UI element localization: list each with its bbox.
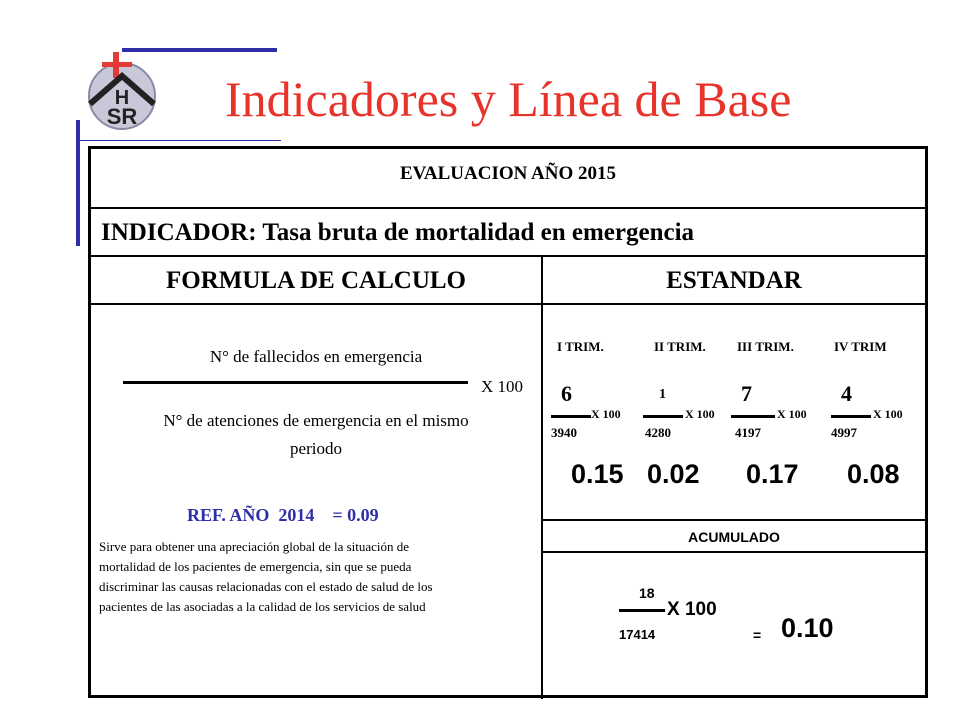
fraction-bar [619,609,665,612]
q4-multiplier: X 100 [873,407,903,421]
q3-multiplier: X 100 [777,407,807,421]
formula-numerator: N° de fallecidos en emergencia [209,347,423,366]
accumulated-numerator: 18 [639,585,655,601]
fraction-bar [831,415,871,418]
svg-text:H: H [114,87,130,109]
fraction-bar [643,415,683,418]
fraction-bar [123,381,468,384]
standard-column-header: ESTANDAR [666,267,802,294]
table-header: EVALUACION AÑO 2015 [399,163,617,184]
divider [91,255,925,257]
q2-result: 0.02 [647,459,700,489]
q3-numerator: 7 [741,381,752,406]
indicator-table [88,146,928,698]
hospital-logo-icon [84,52,162,132]
divider [543,519,925,521]
fraction-bar [731,415,775,418]
accumulated-equals: = [753,627,762,643]
q4-denominator: 4997 [831,425,857,440]
formula-column-header: FORMULA DE CALCULO [165,267,466,294]
q1-denominator: 3940 [551,425,577,440]
q2-multiplier: X 100 [685,407,715,421]
indicator-note-line: Sirve para obtener una apreciación global de la situación de [99,539,410,554]
quarter-label-1: I TRIM. [557,339,604,354]
q2-denominator: 4280 [645,425,671,440]
q4-result: 0.08 [847,459,900,489]
decor-left-blue-line [76,120,80,246]
indicator-note-line: mortalidad de los pacientes de emergencia, sin que se pueda [99,559,412,574]
divider [91,207,925,209]
quarter-label-3: III TRIM. [737,339,794,354]
column-divider [541,255,543,699]
q3-result: 0.17 [746,459,799,489]
q1-result: 0.15 [571,459,624,489]
formula-multiplier: X 100 [481,377,524,396]
quarter-label-4: IV TRIM [834,339,887,354]
divider [91,303,925,305]
svg-text:SR: SR [106,104,138,129]
quarter-label-2: II TRIM. [654,339,706,354]
formula-denominator: N° de atenciones de emergencia en el mismo [163,411,469,430]
q3-denominator: 4197 [735,425,761,440]
fraction-bar [551,415,591,418]
accumulated-result: 0.10 [781,613,834,643]
accumulated-multiplier: X 100 [667,599,717,620]
indicator-note-line: discriminar las causas relacionadas con el estado de salud de los [99,579,433,594]
accumulated-label: ACUMULADO [688,529,780,545]
indicator-note-line: pacientes de las asociadas a la calidad de los servicios de salud [99,599,426,614]
q4-numerator: 4 [841,381,852,406]
reference-value: REF. AÑO 2014 = 0.09 [187,505,379,525]
indicator-name: INDICADOR: Tasa bruta de mortalidad en emergencia [101,219,695,246]
q1-numerator: 6 [561,381,572,406]
divider [543,551,925,553]
formula-denominator-line2: periodo [290,439,342,458]
decor-thin-blue-line [76,140,281,141]
q2-numerator: 1 [659,387,666,402]
accumulated-denominator: 17414 [619,627,656,642]
q1-multiplier: X 100 [591,407,621,421]
slide-title: Indicadores y Línea de Base [225,71,792,127]
